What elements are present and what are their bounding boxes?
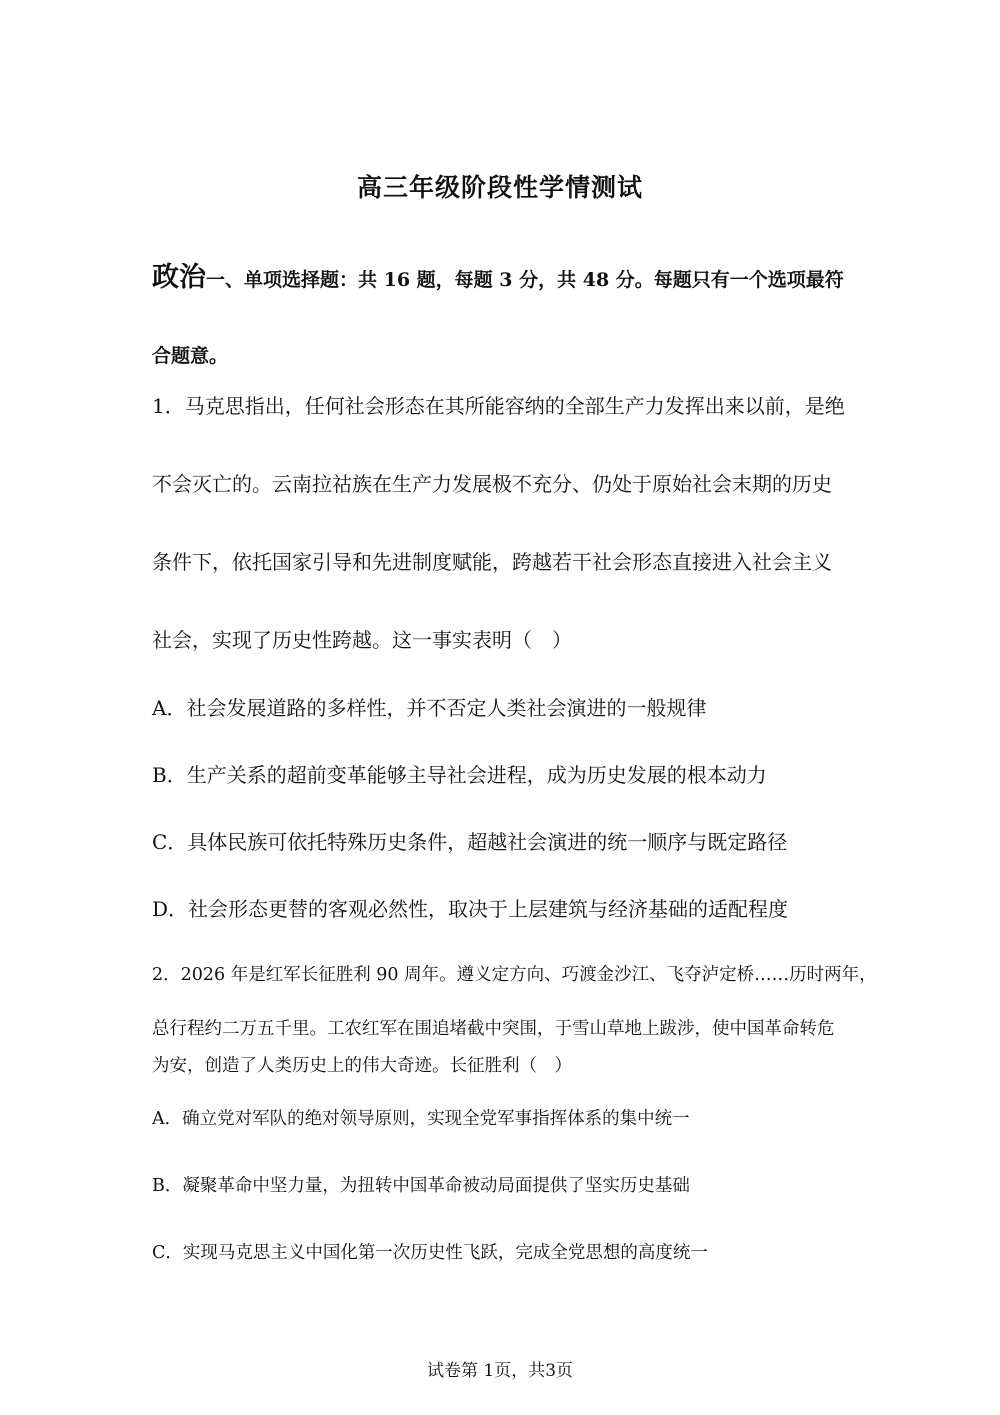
- question-2-stem-line: 为安，创造了人类历史上的伟大奇迹。长征胜利（ ）: [152, 1056, 572, 1076]
- question-2-stem-line: 2．2026 年是红军长征胜利 90 周年。遵义定方向、巧渡金沙江、飞夺泸定桥……历时两年，: [152, 965, 877, 985]
- page-footer: 试卷第 1页，共3页: [426, 1361, 574, 1381]
- question-1-stem-line: 社会，实现了历史性跨越。这一事实表明（ ）: [152, 628, 572, 652]
- section-instruction: [152, 240, 852, 394]
- question-1-option-a: A．社会发展道路的多样性，并不否定人类社会演进的一般规律: [152, 696, 707, 720]
- question-1-option-d: D．社会形态更替的客观必然性，取决于上层建筑与经济基础的适配程度: [152, 897, 789, 921]
- instruction-text-1: 一、单项选择题：共 16 题，每题 3 分，共 48 分。每题只有一个选项最符: [206, 269, 844, 291]
- question-1-stem-line: 条件下，依托国家引导和先进制度赋能，跨越若干社会形态直接进入社会主义: [152, 550, 832, 574]
- question-2-option-b: B．凝聚革命中坚力量，为扭转中国革命被动局面提供了坚实历史基础: [152, 1176, 690, 1196]
- section-instruction-line-1: [152, 240, 852, 318]
- question-1-option-c: C．具体民族可依托特殊历史条件，超越社会演进的统一顺序与既定路径: [152, 830, 788, 854]
- question-1-stem-line: 1．马克思指出，任何社会形态在其所能容纳的全部生产力发挥出来以前，是绝: [152, 394, 845, 418]
- document-title: 高三年级阶段性学情测试: [356, 173, 643, 202]
- question-1-stem-line: 不会灭亡的。云南拉祜族在生产力发展极不充分、仍处于原始社会末期的历史: [152, 472, 832, 496]
- subject-label: 政治: [152, 262, 206, 293]
- question-2-option-c: C．实现马克思主义中国化第一次历史性飞跃，完成全党思想的高度统一: [152, 1243, 708, 1263]
- instruction-text-2: 合题意。: [152, 345, 229, 367]
- question-1-option-b: B．生产关系的超前变革能够主导社会进程，成为历史发展的根本动力: [152, 763, 767, 787]
- question-2-option-a: A．确立党对军队的绝对领导原则，实现全党军事指挥体系的集中统一: [152, 1109, 690, 1129]
- question-2-stem-line: 总行程约二万五千里。工农红军在围追堵截中突围，于雪山草地上跋涉，使中国革命转危: [152, 1019, 835, 1039]
